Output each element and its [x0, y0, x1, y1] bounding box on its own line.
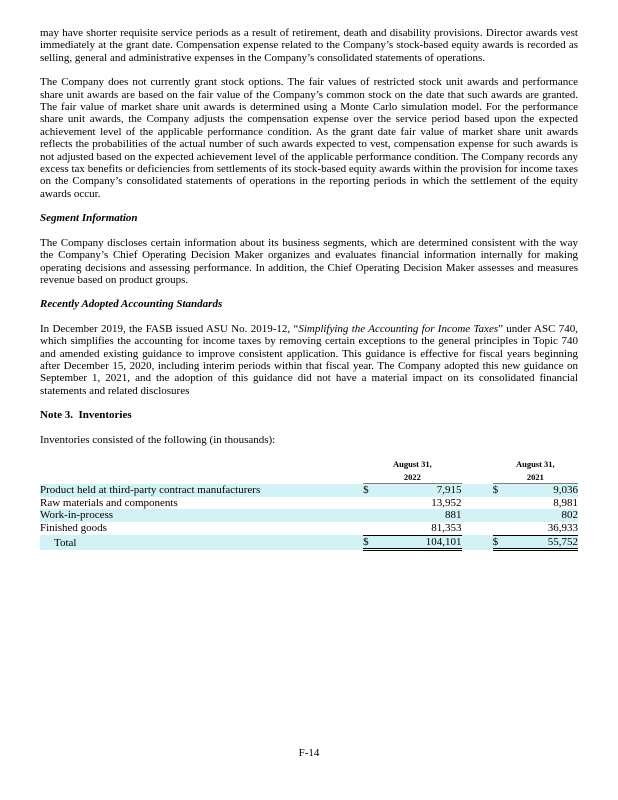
column-header-aug-31-2022	[363, 458, 461, 484]
table-row	[40, 522, 578, 535]
table-row	[40, 509, 578, 522]
row-label: Work-in-process	[40, 509, 363, 522]
header-gap	[462, 458, 493, 484]
dollar-sign-2022: $	[363, 484, 381, 497]
value-2021: 55,752	[511, 535, 578, 550]
row-label: Finished goods	[40, 522, 107, 535]
heading-note-3-inventories: Note 3. Inventories	[40, 409, 132, 422]
header-spacer	[40, 458, 363, 484]
table-row	[40, 484, 578, 497]
dollar-sign-2022	[363, 497, 381, 510]
table-header-row	[40, 458, 578, 484]
heading-segment-information: Segment Information	[40, 212, 138, 225]
header-2021-line1: August 31,	[515, 458, 555, 469]
column-gap	[462, 535, 493, 550]
paragraph-inventories-intro: Inventories consisted of the following (in thousands):	[40, 433, 276, 446]
paragraph-asu-2019-12	[40, 323, 578, 397]
value-2021: 802	[511, 509, 578, 522]
table-row	[40, 535, 578, 550]
paragraph-segment-information: The Company discloses certain information about its business segments, which are determined consistent with the way the Company’s Chief Operating Decision Maker organizes and evaluates financial information internally for making operating decisions and assessing performance. In addition, the Chief Operating Decision Maker assesses and measures revenue based on product groups.	[40, 236, 578, 286]
page-number: F-14	[298, 747, 320, 759]
table-row	[40, 497, 578, 510]
dollar-sign-2021	[493, 497, 511, 510]
header-2021-line2: 2021	[526, 471, 544, 482]
value-2021: 9,036	[511, 484, 578, 497]
header-2022-line2: 2022	[403, 471, 421, 482]
asu-title-italic: Simplifying the Accounting for Income Taxes	[298, 322, 499, 335]
row-label: Raw materials and components	[40, 496, 178, 509]
dollar-sign-2022: $	[363, 535, 381, 550]
inventory-table	[40, 458, 578, 551]
dollar-sign-2021	[493, 522, 511, 535]
value-2022: 7,915	[381, 484, 461, 497]
heading-recently-adopted-standards: Recently Adopted Accounting Standards	[40, 298, 223, 311]
column-gap	[462, 497, 493, 510]
value-2021: 8,981	[553, 496, 578, 509]
value-2022: 104,101	[381, 535, 461, 550]
column-gap	[462, 484, 493, 497]
column-gap	[462, 522, 493, 535]
column-gap	[462, 509, 493, 522]
dollar-sign-2022	[363, 509, 381, 522]
asu-text-after: ” under ASC 740, which simplifies the accounting for income taxes by removing certain exceptions to the general principles in Topic 740 and amended existing guidance to improve consistent application. This guidance is effective for fiscal years beginning after December 15, 2020, including interim periods within that fiscal year. The Company adopted this new guidance on September 1, 2021, and the adoption of this guidance did not have a material impact on its consolidated financial statements and related disclosures	[40, 322, 578, 397]
paragraph-stock-options: The Company does not currently grant stock options. The fair values of restricted stock unit awards and performance share unit awards are based on the fair value of the Company’s common stock on the date that such awards are granted. The fair value of market share unit awards is determined using a Monte Carlo simulation model. For the performance share unit awards, the Company adjusts the compensation expense over the service period based upon the expected achievement level of the applicable performance condition. As the grant date fair value of market share unit awards reflects the probabilities of the actual number of such awards expected to vest, compensation expense for such awards is not adjusted based on the expected achievement level of the applicable performance condition. The Company records any excess tax benefits or deficiencies from settlements of its stock-based equity awards within the provision for income taxes on the Company’s consolidated statements of operations in the reporting periods in which the settlement of the equity awards occur.	[40, 76, 578, 200]
value-2021: 36,933	[547, 521, 578, 534]
header-2022-line1: August 31,	[392, 458, 432, 469]
dollar-sign-2021: $	[493, 484, 511, 497]
inventory-table-body	[40, 484, 578, 550]
value-2022: 881	[381, 509, 461, 522]
dollar-sign-2022	[363, 522, 381, 535]
value-2022: 13,952	[431, 496, 462, 509]
asu-text-before: In December 2019, the FASB issued ASU No. 2019-12, “	[40, 322, 299, 335]
paragraph-service-periods: may have shorter requisite service periods as a result of retirement, death and disability provisions. Director awards vest immediately at the grant date. Compensation expense related to the Company’s stock-based equity awards is recorded as selling, general and administrative expenses in the Company’s consolidated statements of operations.	[40, 27, 578, 64]
row-label: Product held at third-party contract manufacturers	[40, 484, 363, 497]
column-header-aug-31-2021	[493, 458, 578, 484]
value-2022: 81,353	[431, 521, 462, 534]
dollar-sign-2021: $	[493, 535, 511, 550]
dollar-sign-2021	[493, 509, 511, 522]
row-label: Total	[40, 535, 363, 550]
